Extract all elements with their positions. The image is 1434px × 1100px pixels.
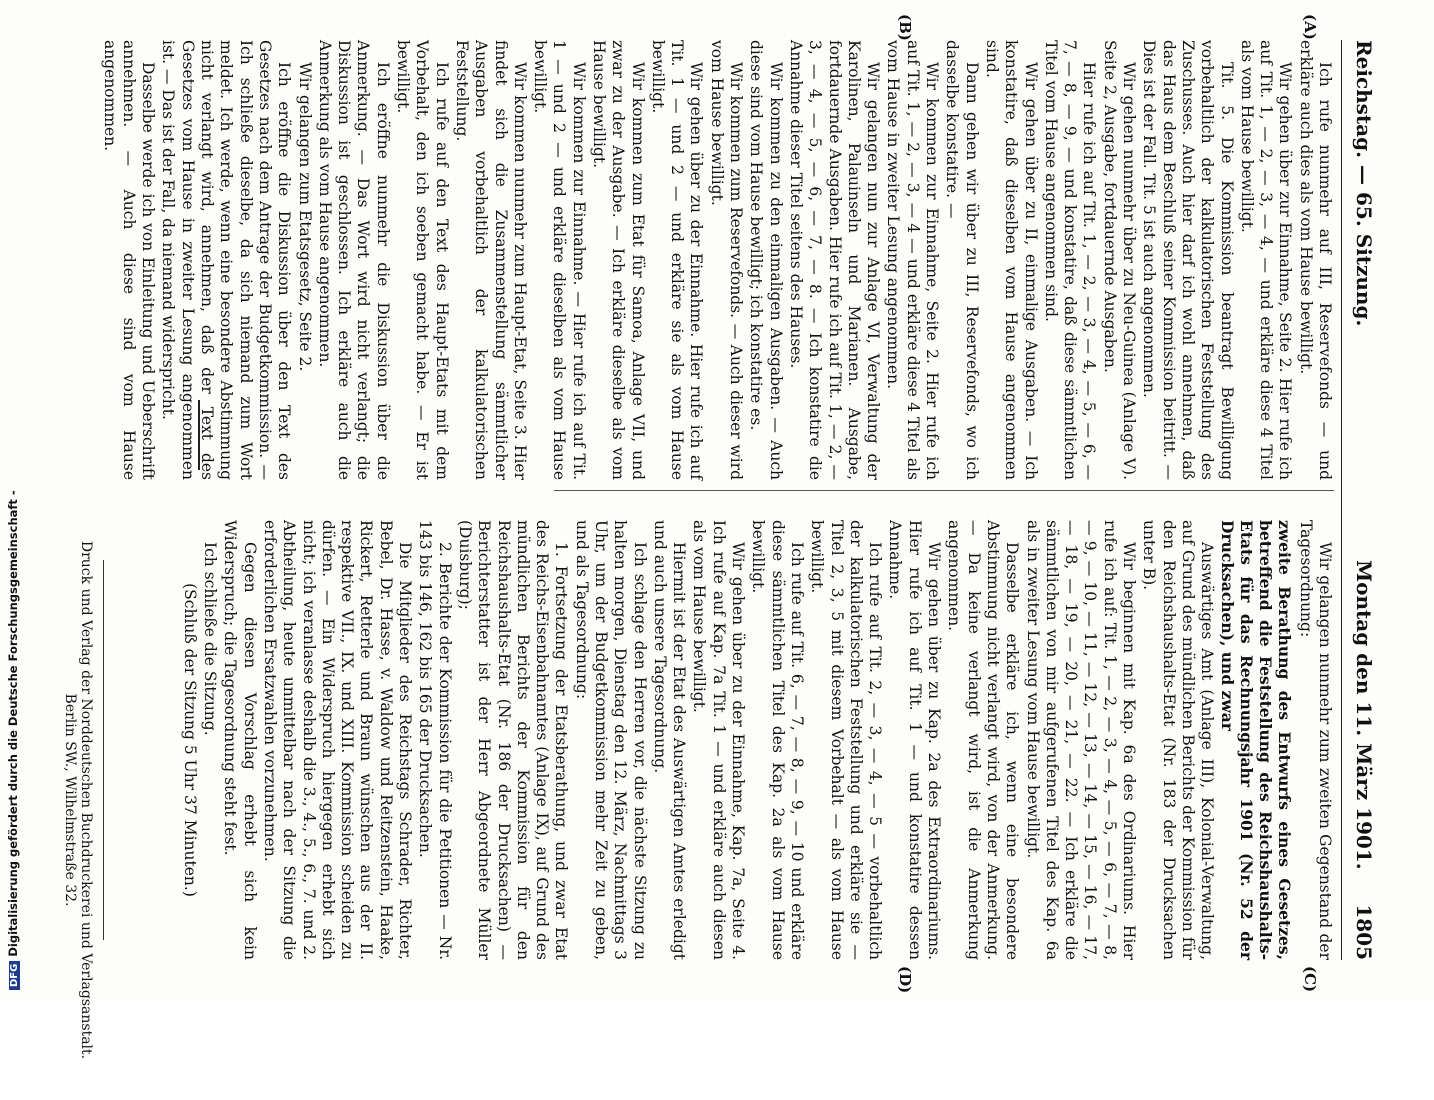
right-paragraph: Hiermit ist der Etat des Auswärtigen Amtes erledigt und auch unsere Tagesordnung. — [650, 520, 689, 960]
left-column — [98, 40, 1334, 480]
header-date: Montag den 11. März 1901. — [1352, 560, 1376, 870]
left-paragraph: Wir gehen nunmehr über zu Neu-Guinea (Anlage V). Seite 2, Ausgabe, fortdauernde Ausgaben. — [1100, 40, 1139, 480]
right-paragraph: Wir gehen über zu Kap. 2a des Extraordinariums. Hier rufe ich auf Tit. 1 — und konstatire dessen Annahme. — [886, 520, 944, 960]
right-paragraph: Wir gehen über zu der Einnahme, Kap. 7a, Seite 4. Ich rufe auf Kap. 7a Tit. 1 — und erkläre auch diesen als vom Hause bewilligt. — [690, 520, 748, 960]
header-title: Reichstag. — 65. Sitzung. — [1352, 40, 1376, 327]
left-paragraph: Wir kommen zum Reservefonds. — Auch dieser wird vom Hause bewilligt. — [707, 40, 746, 480]
margin-mark-a: (A) — [1301, 14, 1319, 40]
imprint-line-2: Berlin SW., Wilhelmstraße 32. — [62, 693, 78, 907]
right-paragraph: Ich schließe die Sitzung. — [201, 542, 220, 736]
right-paragraph: Die Mitglieder des Reichstags Schrader, Richter, Bebel, Dr. Hasse, v. Waldow und Reitzenstein, Haake, Rickert, Retterle und Braun wünschen aus der II. respektive VII., IX. und XIII. Kommission scheiden zu dürfen. — Ein Widerspruch hiergegen erhebt sich nicht; ich veranlasse deshalb die 3., 4., 5., 6., 7. und 2. Abtheilung, heute unmittelbar nach der Sitzung die erforderlichen Ersatzwahlen vorzunehmen. — [260, 520, 415, 960]
page-number: 1805 — [1352, 904, 1376, 960]
right-paragraph: Wir gelangen nunmehr zum zweiten Gegenstand der Tagesordnung: — [1296, 520, 1334, 960]
page-header — [1344, 40, 1384, 960]
left-paragraph: Hier rufe ich auf Tit. 1, — 2, — 3, — 4, — 5, — 6, — 7, — 8, — 9, — und konstatire, daß diese sämmtlichen Titel vom Hause angenommen sind. — [1041, 40, 1099, 480]
left-paragraph: Wir kommen zum Etat für Samoa, Anlage VII, und zwar zu der Ausgabe. — Ich erkläre dieselbe als vom Hause bewilligt. — [590, 40, 647, 480]
right-paragraph: Auswärtiges Amt (Anlage III), Kolonial-Verwaltung, auf Grund des mündlichen Berichts der Kommission für den Reichshaushalts-Etat (Nr. 183 der Drucksachen unter B). — [1140, 520, 1217, 960]
left-paragraph: Wir gehen über zu II, einmalige Ausgaben. — Ich konstatire, daß dieselben vom Hause angenommen sind. — [982, 40, 1040, 480]
left-paragraph: Wir gehen über zu der Einnahme. Hier rufe ich auf Tit. 1 — und 2 — und erkläre sie als vom Hause bewilligt. — [648, 40, 706, 480]
left-paragraph: Dann gehen wir über zu III, Reservefonds, wo ich dasselbe konstatire. — — [943, 40, 981, 480]
closing-rule — [198, 400, 200, 470]
footer-rule — [103, 560, 104, 940]
column-divider — [554, 490, 1334, 491]
right-paragraph: Ich schlage den Herren vor, die nächste Sitzung zu halten morgen, Dienstag den 12. März, Nachmittags 3 Uhr, um der Budgetkommission mehr Zeit zu geben, und als Tagesordnung: — [572, 520, 649, 960]
right-paragraph: Dasselbe erkläre ich, wenn eine besondere Abstimmung nicht verlangt wird, von der Anmerkung. — Da keine verlangt wird, ist die Anmerkung angenommen. — [945, 520, 1022, 960]
left-paragraph: Wir kommen zu den einmaligen Ausgaben. — Auch diese sind vom Hause bewilligt; ich konstatire es. — [747, 40, 785, 480]
header-rule — [1341, 40, 1342, 960]
left-paragraph: Wir kommen zur Einnahme, Seite 2. Hier rufe ich auf Tit. 1, — 2, — 3, — 4 — und erkläre diese 4 Titel als vom Hause in zweiter Lesung angenommen. — [884, 40, 942, 480]
right-paragraph: Ich rufe auf Tit. 2, — 3, — 4, — 5 — vorbehaltlich der kalkulatorischen Feststellung und erkläre sie — Titel 2, 3, 5 mit diesem Vorbehalt — als vom Hause bewilligt. — [808, 520, 885, 960]
left-paragraph: Ich rufe nunmehr auf III, Reservefonds — und erkläre auch dies als vom Hause bewilligt. — [1296, 40, 1334, 480]
left-paragraph: Tit. 5. Die Kommission beantragt Bewilligung vorbehaltlich der kalkulatorischen Feststellung des Zuschusses. Auch hier darf ich wohl annehmen, daß das Haus dem Beschluß seiner Kommission beitritt. — Dies ist der Fall. Tit. 5 ist auch angenommen. — [1140, 40, 1236, 480]
left-paragraph: Ich eröffne die Diskussion über den Text des Gesetzes nach dem Antrage der Budgetkommission. — Ich schließe dieselbe, da sich niemand zum Wort meldet. Ich werde, wenn eine besondere Abstimmung nicht verlangt wird, annehmen, daß der Text des Gesetzes vom Hause in zweiter Lesung angenommen ist. — Das ist der Fall, da niemand widerspricht. — [159, 40, 294, 480]
digitization-note — [6, 490, 20, 990]
margin-mark-b: (B) — [896, 14, 914, 41]
left-paragraph: Ich rufe auf den Text des Haupt-Etats mit dem Vorbehalt, den ich soeben gemacht habe. — Er ist bewilligt. — [394, 40, 451, 480]
left-paragraph: Wir kommen zur Einnahme. — Hier rufe ich auf Tit. 1 — und 2 — und erkläre dieselben als vom Hause bewilligt. — [531, 40, 588, 480]
right-column — [178, 520, 1334, 960]
left-paragraph: Wir gelangen nun zur Anlage VI, Verwaltung der Karolinen, Palauinseln und Marianen. Ausgabe, fortdauernde Ausgaben. Hier rufe ich auf Tit. 1, — 2, — 3, — 4, — 5, — 6, — 7, — 8. — Ich konstatire die Annahme dieser Titel seitens des Hauses. — [786, 40, 883, 480]
left-paragraph: Dasselbe werde ich von Einleitung und Ueberschrift annehmen. — Auch diese sind vom Hause angenommen. — [100, 40, 158, 480]
right-paragraph: 1. Fortsetzung der Etatsberathung, und zwar Etat des Reichs-Eisenbahnamtes (Anlage IX), auf Grund des mündlichen Berichts der Kommission für den Reichshaushalts-Etat (Nr. 186 der Drucksachen) — Berichterstatter ist der Herr Abgeordnete Müller (Duisburg); — [455, 520, 571, 960]
right-paragraph: Gegen diesen Vorschlag erhebt sich kein Widerspruch; die Tagesordnung steht fest. — [221, 520, 259, 960]
dfg-logo: DFG — [9, 961, 20, 990]
digitization-text: Digitalisierung gefördert durch die Deutsche Forschungsgemeinschaft - — [6, 490, 20, 957]
margin-mark-d: (D) — [896, 966, 914, 994]
session-end-note: (Schluß der Sitzung 5 Uhr 37 Minuten.) — [180, 583, 199, 897]
imprint-line-1: Druck und Verlag der Norddeutschen Buchdruckerei und Verlagsanstalt. — [78, 540, 94, 1060]
right-paragraph: 2. Berichte der Kommission für die Petitionen — Nr. 143 bis 146, 162 bis 165 der Drucksachen. — [416, 520, 454, 960]
left-paragraph: Ich eröffne nunmehr die Diskussion über die Anmerkung. — Das Wort wird nicht verlangt; die Diskussion ist geschlossen. Ich erkläre auch die Anmerkung als vom Hause angenommen. — [315, 40, 392, 480]
left-paragraph: Wir kommen nunmehr zum Haupt-Etat, Seite 3. Hier findet sich die Zusammenstellung sämmtlicher Ausgaben vorbehaltlich der kalkulatorischen Feststellung. — [452, 40, 529, 480]
left-paragraph: Wir gehen über zur Einnahme, Seite 2. Hier rufe ich auf Tit. 1, — 2, — 3, — 4, — und erkläre diese 4 Titel als vom Hause bewilligt. — [1237, 40, 1295, 480]
agenda-item-title: zweite Berathung des Entwurfs eines Gesetzes, betreffend die Feststellung des Reichshaushalts-Etats für das Rechnungsjahr 1901 (Nr. 52 der Drucksachen), und zwar — [1217, 520, 1295, 960]
margin-mark-c: (C) — [1301, 966, 1319, 993]
left-paragraph: Wir gelangen zum Etatsgesetz, Seite 2. — [295, 62, 314, 372]
printer-imprint — [62, 500, 94, 1100]
right-paragraph: Ich rufe auf Tit. 6, — 7, — 8, — 9, — 10 und erkläre diese sämmtlichen Titel des Kap. 2a als vom Hause bewilligt. — [749, 520, 806, 960]
right-paragraph: Wir beginnen mit Kap. 6a des Ordinariums. Hier rufe ich auf: Tit. 1, — 2, — 3, — 4, — 5, — 6, — 7, — 8, — 9, — 10, — 11, — 12, — 13, — 14, — 15, — 16, — 17, — 18, — 19, — 20, — 21, — 22. — Ich erkläre die sämmtlichen von mir aufgerufenen Titel des Kap. 6a als in zweiter Lesung vom Hause bewilligt. — [1023, 520, 1139, 960]
